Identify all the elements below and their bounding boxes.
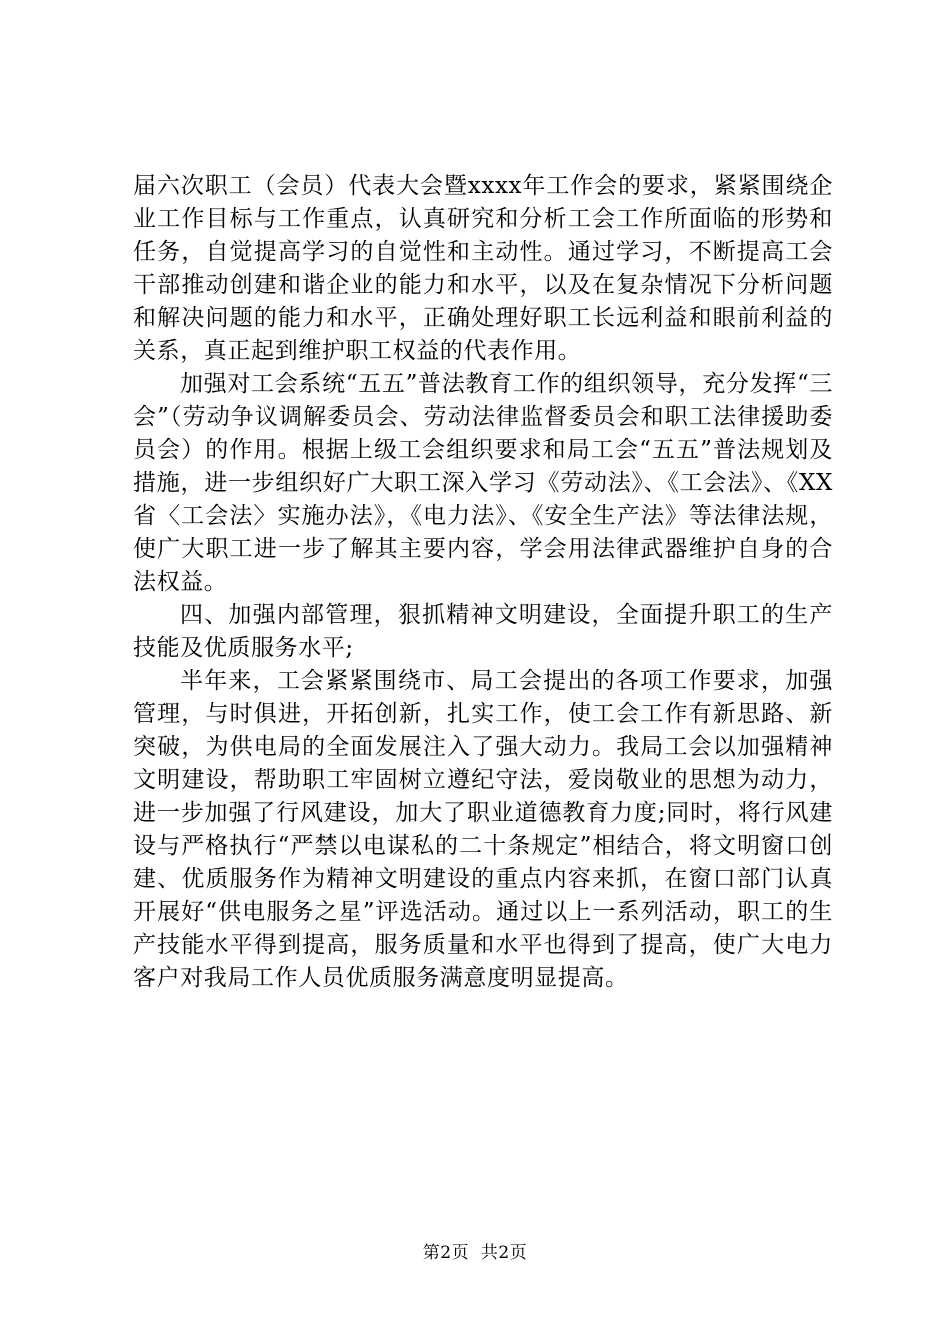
page-number-footer: 第2页 共2页 <box>422 1243 528 1263</box>
paragraph-2: 加强对工会系统“五五”普法教育工作的组织领导，充分发挥“三会”（劳动争议调解委员会、劳动法律监督委员会和职工法律援助委员会）的作用。根据上级工会组织要求和局工会“五五”普法规划及措施，进一步组织好广大职工深入学习《劳动法》、《工会法》、《XX省〈工会法〉实施办法》，《电力法》、《安全生产法》等法律法规，使广大职工进一步了解其主要内容，学会用法律武器维护自身的合法权益。 <box>133 371 833 595</box>
paragraph-4: 半年来，工会紧紧围绕市、局工会提出的各项工作要求，加强管理，与时俱进，开拓创新，扎实工作，使工会工作有新思路、新突破，为供电局的全面发展注入了强大动力。我局工会以加强精神文明建设，帮助职工牢固树立遵纪守法，爱岗敬业的思想为动力，进一步加强了行风建设，加大了职业道德教育力度;同时，将行风建设与严格执行“严禁以电谋私的二十条规定”相结合，将文明窗口创建、优质服务作为精神文明建设的重点内容来抓，在窗口部门认真开展好“供电服务之星”评选活动。通过以上一系列活动，职工的生产技能水平得到提高，服务质量和水平也得到了提高，使广大电力客户对我局工作人员优质服务满意度明显提高。 <box>133 668 833 991</box>
paragraph-3-heading: 四、加强内部管理，狠抓精神文明建设，全面提升职工的生产技能及优质服务水平; <box>133 602 833 661</box>
paragraph-1: 届六次职工（会员）代表大会暨xxxx年工作会的要求，紧紧围绕企业工作目标与工作重点，认真研究和分析工会工作所面临的形势和任务，自觉提高学习的自觉性和主动性。通过学习，不断提高工会干部推动创建和谐企业的能力和水平，以及在复杂情况下分析问题和解决问题的能力和水平，正确处理好职工长远利益和眼前利益的关系，真正起到维护职工权益的代表作用。 <box>133 173 833 364</box>
document-body <box>133 170 833 995</box>
